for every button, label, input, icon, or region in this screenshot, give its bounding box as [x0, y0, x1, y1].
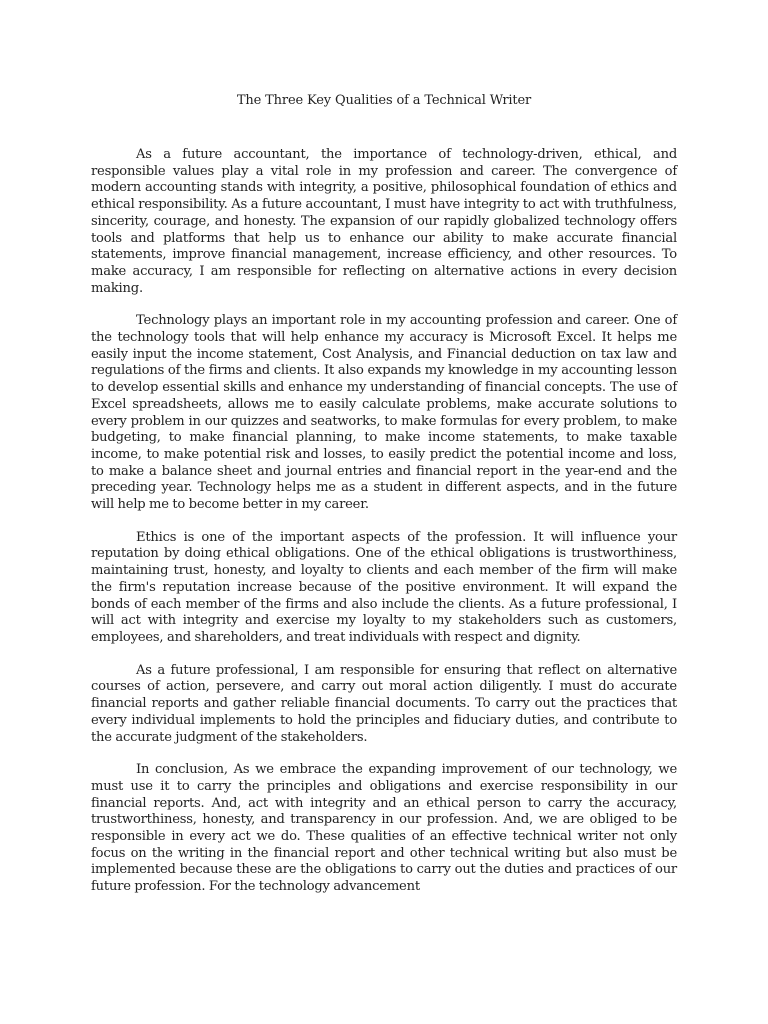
paragraph-ethics: Ethics is one of the important aspects of the profession. It will influence your reputation by doing ethical obligations. One of the ethical obligations is trustworthiness, maintaining trust, honesty, and loyalty to clients and each member of the firm will make the firm's reputation increase because of the positive environment. It will expand the bonds of each member of the firms and also include the clients. As a future professional, I will act with integrity and exercise my loyalty to my stakeholders such as customers, employees, and shareholders, and treat individuals with respect and dignity. [91, 529, 677, 645]
paragraph-technology: Technology plays an important role in my accounting profession and career. One of the technology tools that will help enhance my accuracy is Microsoft Excel. It helps me easily input the income statement, Cost Analysis, and Financial deduction on tax law and regulations of the firms and clients. It also expands my knowledge in my accounting lesson to develop essential skills and enhance my understanding of financial concepts. The use of Excel spreadsheets, allows me to easily calculate problems, make accurate solutions to every problem in our quizzes and seatworks, to make formulas for every problem, to make budgeting, to make financial planning, to make income statements, to make taxable income, to make potential risk and losses, to easily predict the potential income and loss, to make a balance sheet and journal entries and financial report in the year-end and the preceding year. Technology helps me as a student in different aspects, and in the future will help me to become better in my career. [91, 313, 677, 513]
paragraph-conclusion: In conclusion, As we embrace the expanding improvement of our technology, we must use it to carry the principles and obligations and exercise responsibility in our financial reports. And, act with integrity and an ethical person to carry the accuracy, trustworthiness, honesty, and transparency in our profession. And, we are obliged to be responsible in every act we do. These qualities of an effective technical writer not only focus on the writing in the financial report and other technical writing but also must be implemented because these are the obligations to carry out the duties and practices of our future profession. For the technology advancement [91, 762, 677, 895]
paragraph-responsibility: As a future professional, I am responsible for ensuring that reflect on alternative courses of action, persevere, and carry out moral action diligently. I must do accurate financial reports and gather reliable financial documents. To carry out the practices that every individual implements to hold the principles and fiduciary duties, and contribute to the accurate judgment of the stakeholders. [91, 662, 677, 745]
document-body [91, 147, 677, 912]
document-title: The Three Key Qualities of a Technical Writer [236, 93, 532, 108]
paragraph-intro: As a future accountant, the importance of technology-driven, ethical, and responsible values play a vital role in my profession and career. The convergence of modern accounting stands with integrity, a positive, philosophical foundation of ethics and ethical responsibility. As a future accountant, I must have integrity to act with truthfulness, sincerity, courage, and honesty. The expansion of our rapidly globalized technology offers tools and platforms that help us to enhance our ability to make accurate financial statements, improve financial management, increase efficiency, and other resources. To make accuracy, I am responsible for reflecting on alternative actions in every decision making. [91, 147, 677, 296]
